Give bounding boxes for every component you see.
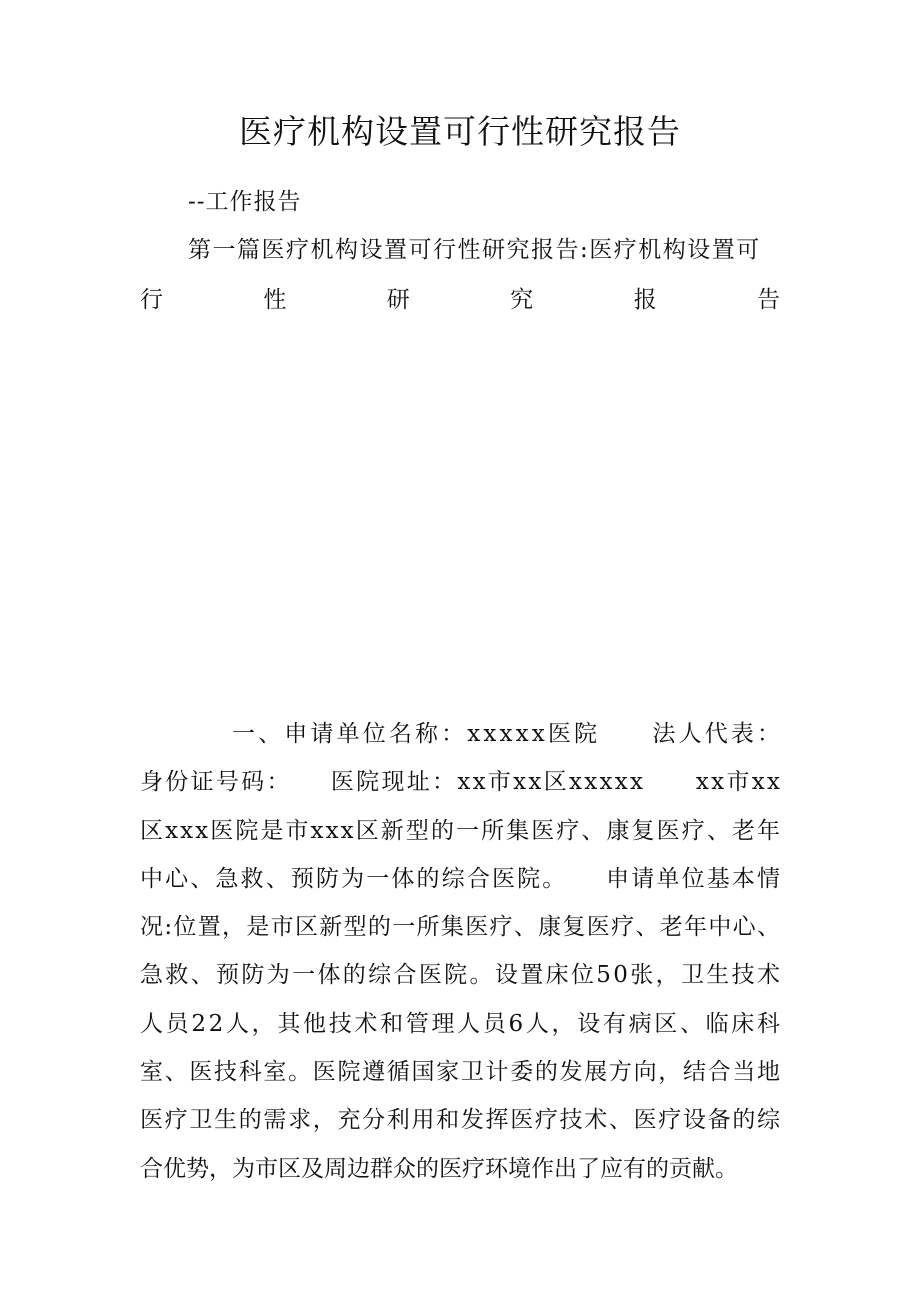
body-line <box>140 758 783 806</box>
body-line-text: 人员22人，其他技术和管理人员6人，设有病区、临床科 <box>140 1010 783 1037</box>
body-line-text: 合优势，为市区及周边群众的医疗环境作出了应有的贡献。 <box>140 1155 738 1182</box>
body-line <box>140 855 783 903</box>
body-line <box>140 1048 780 1096</box>
heading-char: 报 <box>633 287 657 313</box>
body-line <box>140 1000 783 1048</box>
body-line <box>140 1096 780 1144</box>
heading-char: 行 <box>140 287 163 313</box>
body-line-text: 医疗卫生的需求，充分利用和发挥医疗技术、医疗设备的综 <box>140 1107 782 1134</box>
heading-char: 告 <box>756 287 780 313</box>
body-line-text: 中心、急救、预防为一体的综合医院。 申请单位基本情 <box>140 865 783 892</box>
body-paragraph <box>140 710 784 1193</box>
body-line-text: 况:位置，是市区新型的一所集医疗、康复医疗、老年中心、 <box>140 914 782 941</box>
body-line-text: 急救、预防为一体的综合医院。设置床位50张，卫生技术 <box>140 962 783 989</box>
body-line <box>140 710 784 758</box>
heading-char: 究 <box>510 287 534 313</box>
section-heading-line-2 <box>140 284 780 316</box>
body-line <box>140 1145 780 1193</box>
body-line <box>140 903 780 951</box>
body-line-text: 身份证号码： 医院现址：xx市xx区xxxxx xx市xx <box>140 769 783 796</box>
heading-char: 研 <box>386 287 410 313</box>
body-line <box>140 951 783 999</box>
body-line <box>140 807 783 855</box>
heading-char: 性 <box>263 287 287 313</box>
body-line-text: 区xxx医院是市xxx区新型的一所集医疗、康复医疗、老年 <box>140 817 783 844</box>
body-line-text: 室、医技科室。医院遵循国家卫计委的发展方向，结合当地 <box>140 1059 782 1086</box>
document-title: 医疗机构设置可行性研究报告 <box>239 112 681 151</box>
body-line-text: 一、申请单位名称：xxxxx医院 法人代表： <box>232 721 784 747</box>
document-subtitle: --工作报告 <box>188 189 302 215</box>
section-heading-line-1: 第一篇医疗机构设置可行性研究报告:医疗机构设置可 <box>188 237 761 263</box>
